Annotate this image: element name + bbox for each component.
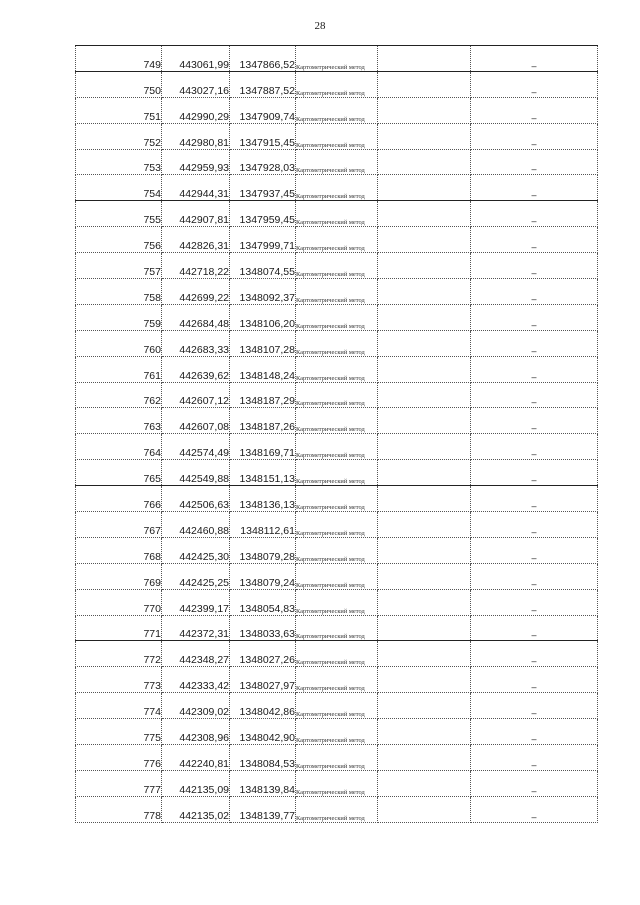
coordinates-table (75, 45, 598, 823)
point-number: 758 (76, 279, 162, 305)
empty-cell (378, 46, 471, 72)
y-coordinate: 1348151,13 (230, 460, 296, 486)
note-cell: – (471, 719, 598, 745)
empty-cell (378, 227, 471, 253)
empty-cell (378, 123, 471, 149)
note-cell: – (471, 512, 598, 538)
table-row (76, 615, 598, 641)
table-row (76, 486, 598, 512)
method-cell: Картометрический метод (296, 304, 378, 330)
point-number: 774 (76, 693, 162, 719)
empty-cell (378, 149, 471, 175)
note-cell: – (471, 770, 598, 796)
empty-cell (378, 175, 471, 201)
x-coordinate: 442990,29 (162, 97, 230, 123)
note-cell: – (471, 537, 598, 563)
empty-cell (378, 512, 471, 538)
point-number: 765 (76, 460, 162, 486)
method-cell: Картометрический метод (296, 589, 378, 615)
point-number: 775 (76, 719, 162, 745)
y-coordinate: 1348107,28 (230, 330, 296, 356)
x-coordinate: 442333,42 (162, 667, 230, 693)
table-row (76, 563, 598, 589)
empty-cell (378, 71, 471, 97)
y-coordinate: 1348092,37 (230, 279, 296, 305)
note-cell: – (471, 123, 598, 149)
table-row (76, 770, 598, 796)
y-coordinate: 1348079,24 (230, 563, 296, 589)
empty-cell (378, 330, 471, 356)
note-cell: – (471, 46, 598, 72)
y-coordinate: 1348027,97 (230, 667, 296, 693)
table-row (76, 537, 598, 563)
note-cell: – (471, 201, 598, 227)
y-coordinate: 1348187,26 (230, 408, 296, 434)
y-coordinate: 1348079,28 (230, 537, 296, 563)
method-cell: Картометрический метод (296, 175, 378, 201)
empty-cell (378, 796, 471, 822)
note-cell: – (471, 693, 598, 719)
x-coordinate: 442135,02 (162, 796, 230, 822)
method-cell: Картометрический метод (296, 615, 378, 641)
table-row (76, 745, 598, 771)
table-row (76, 356, 598, 382)
note-cell: – (471, 149, 598, 175)
point-number: 766 (76, 486, 162, 512)
method-cell: Картометрический метод (296, 201, 378, 227)
point-number: 761 (76, 356, 162, 382)
y-coordinate: 1347999,71 (230, 227, 296, 253)
point-number: 771 (76, 615, 162, 641)
y-coordinate: 1348074,55 (230, 253, 296, 279)
method-cell: Картометрический метод (296, 770, 378, 796)
table-row (76, 175, 598, 201)
table-row (76, 512, 598, 538)
y-coordinate: 1348033,63 (230, 615, 296, 641)
x-coordinate: 442574,49 (162, 434, 230, 460)
method-cell: Картометрический метод (296, 253, 378, 279)
note-cell: – (471, 279, 598, 305)
x-coordinate: 442944,31 (162, 175, 230, 201)
empty-cell (378, 460, 471, 486)
empty-cell (378, 693, 471, 719)
point-number: 764 (76, 434, 162, 460)
note-cell: – (471, 227, 598, 253)
point-number: 749 (76, 46, 162, 72)
x-coordinate: 442699,22 (162, 279, 230, 305)
note-cell: – (471, 796, 598, 822)
method-cell: Картометрический метод (296, 382, 378, 408)
method-cell: Картометрический метод (296, 149, 378, 175)
table-row (76, 279, 598, 305)
note-cell: – (471, 71, 598, 97)
point-number: 759 (76, 304, 162, 330)
method-cell: Картометрический метод (296, 512, 378, 538)
method-cell: Картометрический метод (296, 330, 378, 356)
empty-cell (378, 356, 471, 382)
note-cell: – (471, 486, 598, 512)
method-cell: Картометрический метод (296, 71, 378, 97)
table-row (76, 227, 598, 253)
x-coordinate: 442425,30 (162, 537, 230, 563)
empty-cell (378, 408, 471, 434)
y-coordinate: 1347928,03 (230, 149, 296, 175)
point-number: 752 (76, 123, 162, 149)
empty-cell (378, 253, 471, 279)
empty-cell (378, 486, 471, 512)
point-number: 773 (76, 667, 162, 693)
y-coordinate: 1347915,45 (230, 123, 296, 149)
y-coordinate: 1348139,77 (230, 796, 296, 822)
method-cell: Картометрический метод (296, 97, 378, 123)
table-row (76, 253, 598, 279)
point-number: 763 (76, 408, 162, 434)
empty-cell (378, 641, 471, 667)
point-number: 767 (76, 512, 162, 538)
x-coordinate: 442135,09 (162, 770, 230, 796)
note-cell: – (471, 615, 598, 641)
method-cell: Картометрический метод (296, 460, 378, 486)
note-cell: – (471, 589, 598, 615)
y-coordinate: 1348054,83 (230, 589, 296, 615)
method-cell: Картометрический метод (296, 641, 378, 667)
point-number: 770 (76, 589, 162, 615)
empty-cell (378, 382, 471, 408)
point-number: 756 (76, 227, 162, 253)
x-coordinate: 442399,17 (162, 589, 230, 615)
empty-cell (378, 770, 471, 796)
note-cell: – (471, 641, 598, 667)
note-cell: – (471, 382, 598, 408)
note-cell: – (471, 356, 598, 382)
x-coordinate: 442607,12 (162, 382, 230, 408)
x-coordinate: 442425,25 (162, 563, 230, 589)
method-cell: Картометрический метод (296, 563, 378, 589)
empty-cell (378, 589, 471, 615)
table-row (76, 46, 598, 72)
table-body (76, 46, 598, 823)
method-cell: Картометрический метод (296, 537, 378, 563)
method-cell: Картометрический метод (296, 227, 378, 253)
table-row (76, 201, 598, 227)
table-row (76, 149, 598, 175)
x-coordinate: 442460,88 (162, 512, 230, 538)
method-cell: Картометрический метод (296, 279, 378, 305)
point-number: 777 (76, 770, 162, 796)
y-coordinate: 1348106,20 (230, 304, 296, 330)
note-cell: – (471, 460, 598, 486)
empty-cell (378, 745, 471, 771)
x-coordinate: 442607,08 (162, 408, 230, 434)
y-coordinate: 1348139,84 (230, 770, 296, 796)
note-cell: – (471, 434, 598, 460)
table-row (76, 382, 598, 408)
y-coordinate: 1348136,13 (230, 486, 296, 512)
empty-cell (378, 434, 471, 460)
y-coordinate: 1347909,74 (230, 97, 296, 123)
x-coordinate: 442684,48 (162, 304, 230, 330)
x-coordinate: 442506,63 (162, 486, 230, 512)
method-cell: Картометрический метод (296, 123, 378, 149)
point-number: 754 (76, 175, 162, 201)
x-coordinate: 442683,33 (162, 330, 230, 356)
method-cell: Картометрический метод (296, 434, 378, 460)
x-coordinate: 442549,88 (162, 460, 230, 486)
y-coordinate: 1348112,61 (230, 512, 296, 538)
y-coordinate: 1348042,86 (230, 693, 296, 719)
method-cell: Картометрический метод (296, 408, 378, 434)
x-coordinate: 442907,81 (162, 201, 230, 227)
point-number: 778 (76, 796, 162, 822)
empty-cell (378, 667, 471, 693)
point-number: 762 (76, 382, 162, 408)
empty-cell (378, 97, 471, 123)
y-coordinate: 1347937,45 (230, 175, 296, 201)
point-number: 760 (76, 330, 162, 356)
table-row (76, 330, 598, 356)
method-cell: Картометрический метод (296, 719, 378, 745)
note-cell: – (471, 408, 598, 434)
method-cell: Картометрический метод (296, 745, 378, 771)
y-coordinate: 1348187,29 (230, 382, 296, 408)
point-number: 772 (76, 641, 162, 667)
method-cell: Картометрический метод (296, 693, 378, 719)
x-coordinate: 443027,16 (162, 71, 230, 97)
point-number: 757 (76, 253, 162, 279)
table-row (76, 667, 598, 693)
table-row (76, 97, 598, 123)
empty-cell (378, 615, 471, 641)
note-cell: – (471, 97, 598, 123)
table-row (76, 589, 598, 615)
point-number: 776 (76, 745, 162, 771)
x-coordinate: 442718,22 (162, 253, 230, 279)
note-cell: – (471, 667, 598, 693)
table-row (76, 460, 598, 486)
x-coordinate: 442348,27 (162, 641, 230, 667)
empty-cell (378, 304, 471, 330)
table-row (76, 641, 598, 667)
point-number: 750 (76, 71, 162, 97)
x-coordinate: 442309,02 (162, 693, 230, 719)
x-coordinate: 442959,93 (162, 149, 230, 175)
x-coordinate: 442372,31 (162, 615, 230, 641)
y-coordinate: 1348084,53 (230, 745, 296, 771)
table-row (76, 123, 598, 149)
table-row (76, 434, 598, 460)
method-cell: Картометрический метод (296, 796, 378, 822)
y-coordinate: 1347959,45 (230, 201, 296, 227)
empty-cell (378, 201, 471, 227)
table-row (76, 71, 598, 97)
empty-cell (378, 719, 471, 745)
x-coordinate: 442980,81 (162, 123, 230, 149)
note-cell: – (471, 304, 598, 330)
y-coordinate: 1348169,71 (230, 434, 296, 460)
table-row (76, 719, 598, 745)
method-cell: Картометрический метод (296, 486, 378, 512)
table-row (76, 408, 598, 434)
y-coordinate: 1348027,26 (230, 641, 296, 667)
y-coordinate: 1348042,90 (230, 719, 296, 745)
y-coordinate: 1348148,24 (230, 356, 296, 382)
x-coordinate: 442308,96 (162, 719, 230, 745)
note-cell: – (471, 563, 598, 589)
point-number: 769 (76, 563, 162, 589)
y-coordinate: 1347866,52 (230, 46, 296, 72)
empty-cell (378, 279, 471, 305)
x-coordinate: 443061,99 (162, 46, 230, 72)
note-cell: – (471, 330, 598, 356)
method-cell: Картометрический метод (296, 667, 378, 693)
table-row (76, 796, 598, 822)
empty-cell (378, 563, 471, 589)
method-cell: Картометрический метод (296, 356, 378, 382)
note-cell: – (471, 745, 598, 771)
note-cell: – (471, 175, 598, 201)
table-row (76, 304, 598, 330)
point-number: 768 (76, 537, 162, 563)
note-cell: – (471, 253, 598, 279)
page-number: 28 (314, 20, 326, 32)
x-coordinate: 442639,62 (162, 356, 230, 382)
y-coordinate: 1347887,52 (230, 71, 296, 97)
point-number: 755 (76, 201, 162, 227)
table-row (76, 693, 598, 719)
method-cell: Картометрический метод (296, 46, 378, 72)
empty-cell (378, 537, 471, 563)
point-number: 753 (76, 149, 162, 175)
x-coordinate: 442826,31 (162, 227, 230, 253)
x-coordinate: 442240,81 (162, 745, 230, 771)
point-number: 751 (76, 97, 162, 123)
